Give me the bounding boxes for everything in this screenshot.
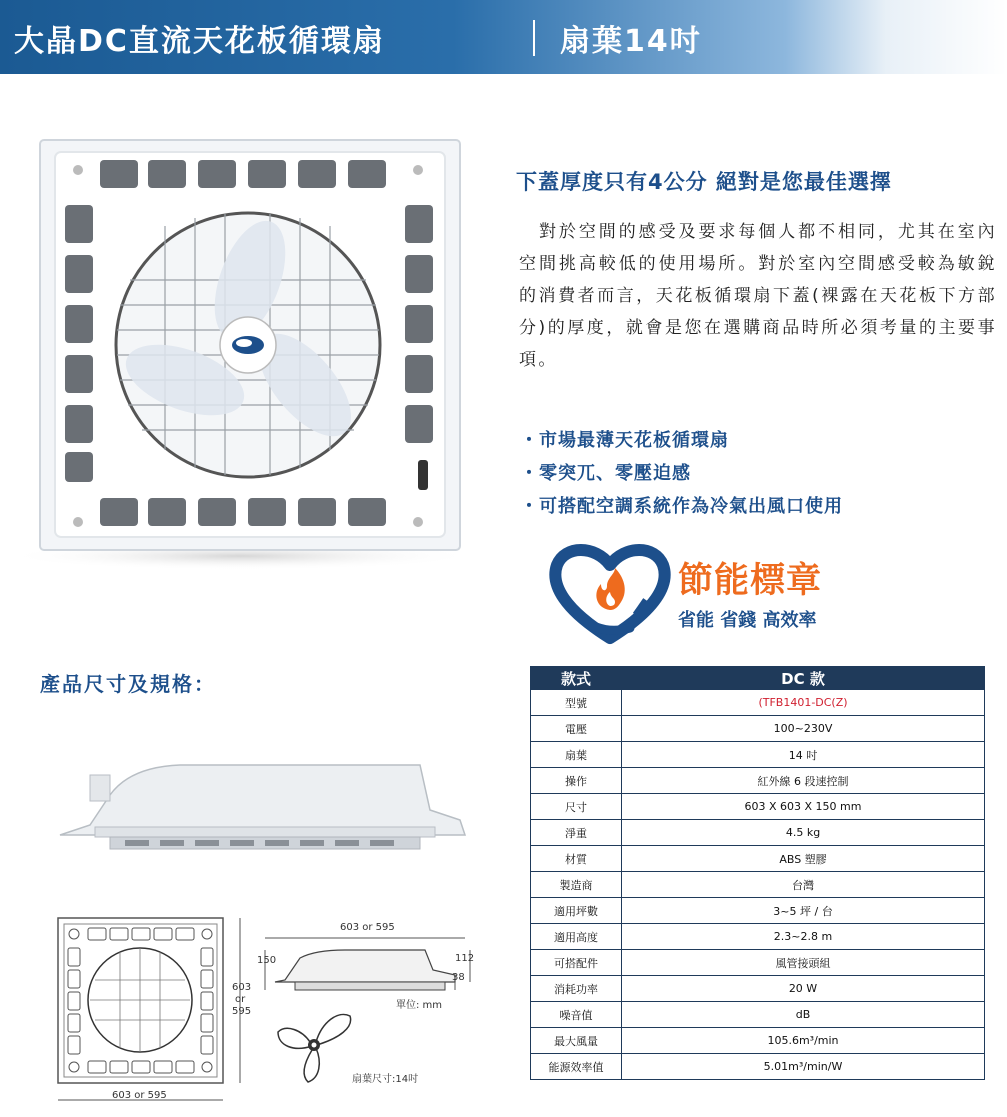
spec-row — [531, 898, 985, 924]
headline: 下蓋厚度只有4公分 絕對是您最佳選擇 — [516, 170, 892, 194]
blade-size-title: 扇葉14吋 — [560, 24, 702, 59]
spec-key: 最大風量 — [531, 1028, 622, 1054]
spec-value: 603 X 603 X 150 mm — [622, 794, 985, 820]
energy-label-title: 節能標章 — [678, 561, 823, 601]
spec-key: 尺寸 — [531, 794, 622, 820]
spec-key: 操作 — [531, 768, 622, 794]
dimension-cover: 38 — [452, 972, 465, 983]
header-banner — [0, 0, 1007, 74]
spec-header-row — [531, 667, 985, 690]
spec-value: 紅外線 6 段速控制 — [622, 768, 985, 794]
spec-value: 風管接頭組 — [622, 950, 985, 976]
energy-label-heart-icon — [545, 540, 675, 645]
spec-row — [531, 924, 985, 950]
spec-value: 3~5 坪 / 台 — [622, 898, 985, 924]
spec-key: 材質 — [531, 846, 622, 872]
spec-key: 電壓 — [531, 716, 622, 742]
spec-value: 100~230V — [622, 716, 985, 742]
spec-row — [531, 976, 985, 1002]
spec-heading: 產品尺寸及規格： — [40, 672, 216, 696]
spec-key: 淨重 — [531, 820, 622, 846]
spec-value: 105.6m³/min — [622, 1028, 985, 1054]
fan-blade-icon — [272, 1002, 357, 1087]
dimension-side-size: 603 — [232, 982, 252, 993]
spec-value: 20 W — [622, 976, 985, 1002]
spec-row — [531, 742, 985, 768]
spec-row — [531, 820, 985, 846]
dimension-height: 150 — [257, 955, 277, 966]
spec-row — [531, 690, 985, 716]
dimension-top-width: 603 or 595 — [340, 922, 395, 933]
feature-item: ・ 可搭配空調系統作為冷氣出風口使用 — [520, 492, 843, 525]
blade-size-note: 扇葉尺寸:14吋 — [352, 1074, 419, 1085]
spec-row — [531, 716, 985, 742]
description-paragraph: 對於空間的感受及要求每個人都不相同，尤其在室內空間挑高較低的使用場所。對於室內空間感受較為敏銳的消費者而言，天花板循環扇下蓋(裸露在天花板下方部分)的厚度，就會是您在選購商品時所必須考量的主要事項。 — [519, 222, 997, 370]
spec-value: 2.3~2.8 m — [622, 924, 985, 950]
dimension-bottom-width: 603 or 595 — [112, 1090, 167, 1101]
spec-value: 4.5 kg — [622, 820, 985, 846]
spec-table — [530, 666, 985, 1080]
title-divider — [533, 20, 535, 56]
feature-item: ・ 零突兀、零壓迫感 — [520, 459, 843, 492]
spec-row — [531, 794, 985, 820]
spec-row — [531, 1002, 985, 1028]
dimension-side-or: or — [235, 994, 246, 1005]
side-view-image — [50, 755, 470, 865]
spec-row — [531, 768, 985, 794]
front-dimension-drawing — [50, 910, 245, 1110]
spec-value: ABS 塑膠 — [622, 846, 985, 872]
spec-key: 能源效率值 — [531, 1054, 622, 1080]
spec-key: 噪音值 — [531, 1002, 622, 1028]
spec-key: 適用坪數 — [531, 898, 622, 924]
spec-key: 可搭配件 — [531, 950, 622, 976]
spec-row — [531, 1054, 985, 1080]
spec-key: 型號 — [531, 690, 622, 716]
energy-label-subtitle: 省能 省錢 高效率 — [678, 610, 817, 631]
spec-key: 扇葉 — [531, 742, 622, 768]
spec-row — [531, 872, 985, 898]
spec-key: 製造商 — [531, 872, 622, 898]
dimension-depth: 112 — [455, 953, 475, 964]
spec-value: (TFB1401-DC(Z) — [622, 690, 985, 716]
side-dimension-drawing — [255, 930, 480, 1005]
product-title: 大晶DC直流天花板循環扇 — [14, 24, 385, 59]
product-photo — [0, 130, 490, 575]
spec-row — [531, 846, 985, 872]
feature-item: ・ 市場最薄天花板循環扇 — [520, 426, 843, 459]
feature-list — [520, 426, 843, 525]
spec-header-key: 款式 — [531, 667, 622, 690]
spec-key: 消耗功率 — [531, 976, 622, 1002]
spec-value: dB — [622, 1002, 985, 1028]
spec-row — [531, 1028, 985, 1054]
spec-key: 適用高度 — [531, 924, 622, 950]
unit-label: 單位: mm — [396, 1000, 443, 1011]
spec-value: 台灣 — [622, 872, 985, 898]
spec-header-value: DC 款 — [622, 667, 985, 690]
spec-row — [531, 950, 985, 976]
dimension-side-alt: 595 — [232, 1006, 252, 1017]
spec-value: 14 吋 — [622, 742, 985, 768]
spec-value: 5.01m³/min/W — [622, 1054, 985, 1080]
